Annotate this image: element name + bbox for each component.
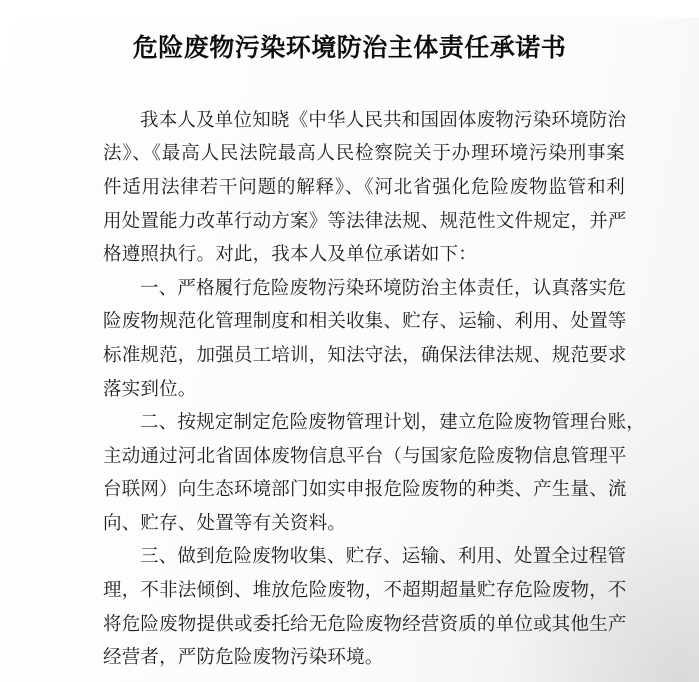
paragraph-line: 三、做到危险废物收集、贮存、运输、利用、处置全过程管	[140, 547, 627, 568]
document-page	[0, 17, 699, 682]
paragraph-line: 件适用法律若干问题的解释》、《河北省强化危险废物监管和利	[103, 177, 625, 198]
paragraph-line: 格遵照执行。对此，我本人及单位承诺如下：	[103, 245, 478, 266]
paragraph-line: 台联网）向生态环境部门如实申报危险废物的种类、产生量、流	[103, 480, 627, 501]
paragraph	[103, 541, 625, 675]
paragraph-line: 向、贮存、处置等有关资料。	[103, 513, 347, 534]
paragraph-line: 二、按规定制定危险废物管理计划，建立危险废物管理台账，	[140, 413, 645, 434]
paragraph-line: 我本人及单位知晓《中华人民共和国固体废物污染环境防治	[140, 110, 627, 131]
paragraph-line: 理，不非法倾倒、堆放危险废物，不超期超量贮存危险废物，不	[103, 581, 627, 602]
paragraph-line: 标准规范，加强员工培训，知法守法，确保法律法规、规范要求	[103, 345, 627, 366]
paragraph	[103, 273, 625, 407]
paragraph-line: 将危险废物提供或委托给无危险废物经营资质的单位或其他生产	[103, 614, 627, 635]
paragraph-line: 经营者，严防危险废物污染环境。	[103, 648, 384, 669]
paragraph-line: 用处置能力改革行动方案》等法律法规、规范性文件规定，并严	[103, 211, 627, 232]
paragraph-line: 法》、《最高人民法院最高人民检察院关于办理环境污染刑事案	[103, 144, 625, 165]
document-body	[103, 105, 645, 676]
paragraph-line: 一、严格履行危险废物污染环境防治主体责任，认真落实危	[140, 278, 627, 299]
paragraph-line: 险废物规范化管理制度和相关收集、贮存、运输、利用、处置等	[103, 312, 627, 333]
paragraph	[103, 407, 645, 541]
document-title: 危险废物污染环境防治主体责任承诺书	[132, 34, 567, 62]
paragraph-line: 主动通过河北省固体废物信息平台（与国家危险废物信息管理平	[103, 446, 627, 467]
paragraph-line: 落实到位。	[103, 379, 197, 400]
paragraph	[103, 105, 625, 273]
